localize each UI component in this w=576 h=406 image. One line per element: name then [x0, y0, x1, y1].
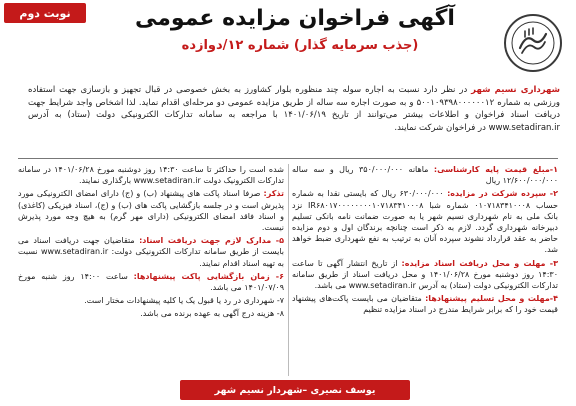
list-item: ۱-مبلغ قیمت پایه کارشناسی: ماهانه ۳۵۰/۰۰۰/۰۰۰ ریال و سه ساله ۱۲/۶۰۰/۰۰۰/۰۰۰ ریال	[292, 165, 558, 186]
right-column	[292, 164, 558, 318]
list-item: تذکر: صرفا اسناد پاکت های پیشنهاد (ب) و (ج) دارای امضای الکترونیکی مورد پذیرش است و در جلسه بازگشایی پاکت های (ب) و (ج)، اسناد فیزیکی (کاغذی) و اسناد فاقد امضای الکترونیکی (دارای مهر گرم) به هیچ وجه مورد پذیرش نیست.	[18, 189, 284, 233]
section-divider	[18, 158, 558, 159]
list-item: ۴-مهلت و محل تسلیم پیشنهادها: متقاضیان می بایست پاکت‌های پیشنهاد قیمت خود را که برابر شرایط مندرج در اسناد مزایده تنظیم	[292, 294, 558, 315]
mayor-signature-banner: یوسف نصیری –شهردار نسیم شهر	[180, 380, 410, 400]
list-item: شده است را حداکثر تا ساعت ۱۴:۳۰ روز دوشنبه مورخ ۱۴۰۱/۰۶/۲۸ در سامانه تدارکات الکترونیک دولت www.setadiran.ir بارگذاری نمایند.	[18, 165, 285, 186]
notice-subtitle: (جذب سرمایه گذار) شماره ۱۲/دوازده	[181, 38, 419, 53]
intro-text: در نظر دارد نسبت به اجاره سوله چند منظوره بلوار کشاورز به بخش خصوصی در قبال تجهیز و بازسازی جهت استفاده ورزشی به شماره ۵۰۰۱۰۹۳۹۸۰۰۰۰۰۰۱۲ و به صورت اجاره سه ساله از طریق مزایده عمومی دو مرحله‌ای اقدام نماید. لذا اشخاص واجد شرایط جهت دریافت اسناد فراخوان و اطلاعات بیشتر می‌توانند از تاریخ ۱۴۰۱/۰۶/۱۹ با مراجعه به سامانه تدارکات الکترونیکی دولت (ستاد) به آدرس www.setadiran.ir در فراخوان شرکت نمایند.	[28, 85, 560, 133]
second-round-badge: نوبت دوم	[4, 3, 86, 23]
municipality-logo-icon	[504, 14, 562, 72]
notice-title: آگهی فراخوان مزایده عمومی	[135, 6, 455, 31]
list-item: ۶- زمان بازگشایی پاکت پیشنهادها: ساعت ۱۴:۰۰ روز شنبه مورخ ۱۴۰۱/۰۷/۰۹ می باشد.	[18, 271, 285, 293]
column-divider	[288, 164, 289, 376]
list-item: ۵- مدارک لازم جهت دریافت اسناد: متقاضیان جهت دریافت اسناد می بایست از طریق سامانه تدارکات الکترونیکی دولت: www.setadiran.ir نسبت به تهیه اسناد اقدام نمایند.	[18, 236, 284, 268]
left-column	[18, 164, 284, 322]
list-item: ۸- هزینه درج آگهی به عهده برنده می باشد.	[140, 309, 284, 319]
intro-paragraph	[28, 84, 560, 134]
list-item: ۲- سپرده شرکت در مزایده: ۶۳۰/۰۰۰/۰۰۰ ریال که بایستی نقدا به شماره حساب ۰۱۰۷۱۸۳۴۱۰۰۰۸ شماره شبا IR۶۸۰۱۷۰۰۰۰۰۰۰۰۱۰۷۱۸۳۴۱۰۰۰۸ نزد بانک ملی به نام شهرداری نسیم شهر یا به صورت ضمانت نامه بانکی تسلیم دبیرخانه شهرداری گردد. لازم به ذکر است چنانچه برندگان اول و دوم مزایده حاضر به عقد قرارداد نشوند سپرده آنان به ترتیب به نفع شهرداری ضبط خواهد شد.	[292, 189, 559, 255]
list-item: ۳- مهلت و محل دریافت اسناد مزایده: از تاریخ انتشار آگهی تا ساعت ۱۴:۳۰ روز دوشنبه مورخ ۱۴۰۱/۰۶/۲۸ و محل دریافت اسناد از طریق سامانه تدارکات الکترونیکی دولت (ستاد) به آدرس www.setadiran.ir می باشد.	[292, 258, 559, 291]
municipality-name: شهرداری نسیم شهر	[471, 85, 560, 95]
list-item: ۷- شهرداری در رد یا قبول یک یا کلیه پیشنهادات مختار است.	[84, 296, 284, 306]
